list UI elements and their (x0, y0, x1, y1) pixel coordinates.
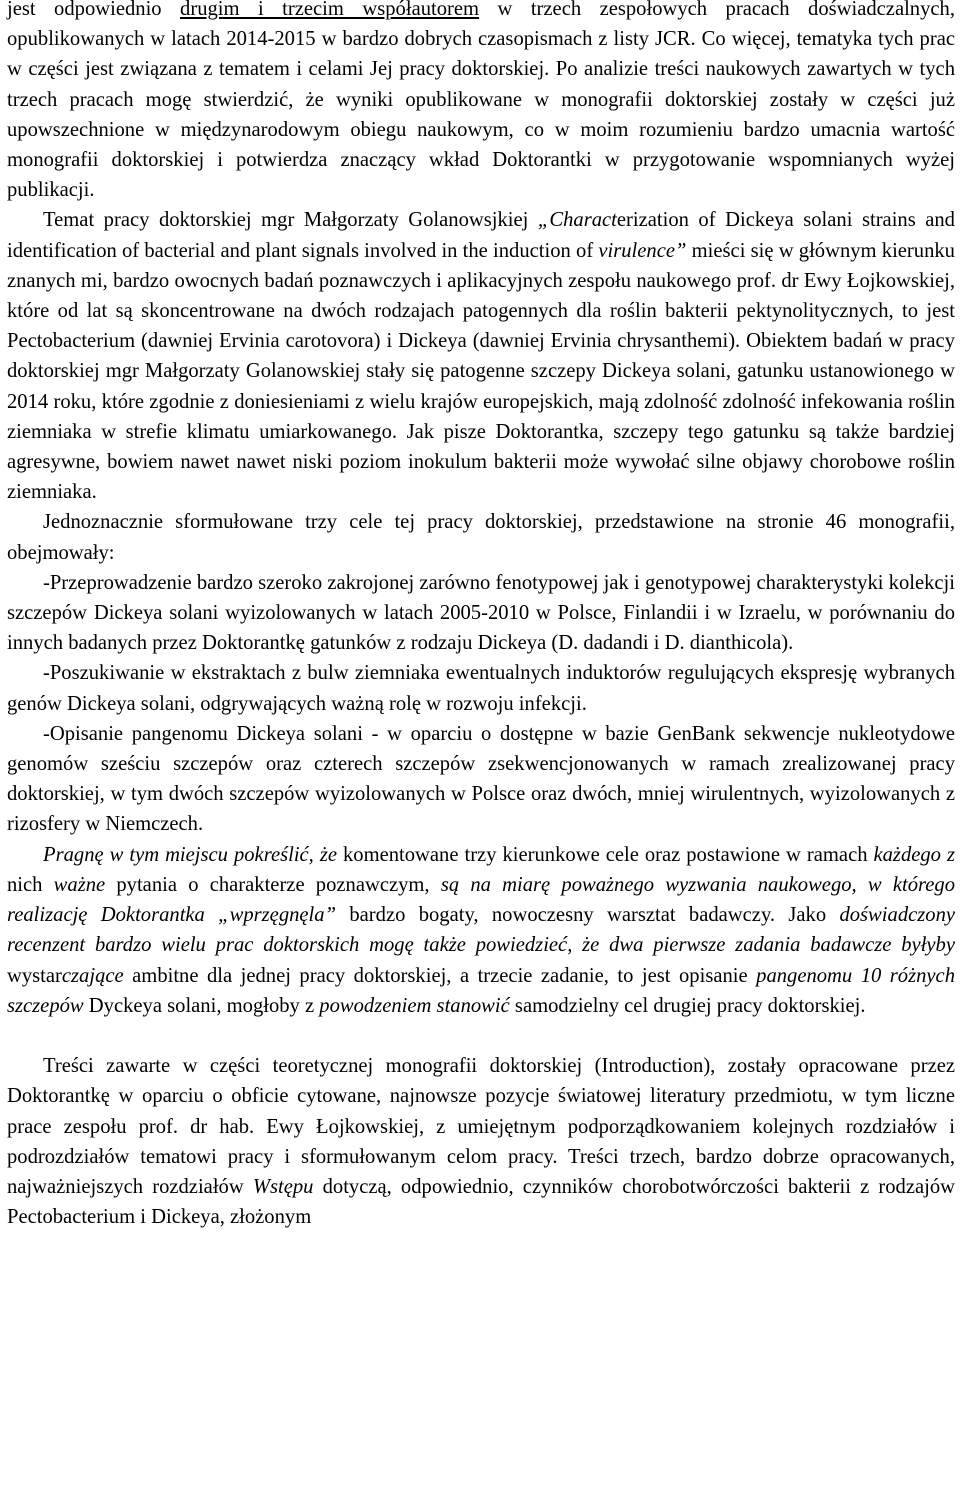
paragraph-assessment (7, 840, 955, 1021)
text-segment: samodzielny cel drugiej pracy doktorskiej. (509, 994, 866, 1017)
text-segment: wystar (7, 964, 62, 987)
text-segment: nich (7, 873, 54, 896)
paragraph-thesis-topic (7, 205, 955, 507)
text-segment: Temat pracy doktorskiej mgr Małgorzaty Golanowsjkiej (43, 209, 538, 232)
italic-text: „Charact (537, 209, 617, 232)
text-segment: ambitne dla jednej pracy doktorskiej, a trzecie zadanie, to jest opisanie (123, 964, 757, 987)
italic-text: Pragnę w tym miejscu pokreślić, że (43, 843, 337, 866)
underlined-text: drugim i trzecim współautorem (180, 0, 480, 20)
text-segment: pytania o charakterze poznawczym, (105, 873, 441, 896)
text-segment: Dyckeya solani, mogłoby z (83, 994, 320, 1017)
italic-text: czające (61, 964, 124, 987)
paragraph-publications (7, 0, 955, 205)
blank-line (7, 1021, 955, 1051)
paragraph-objectives-intro: Jednoznacznie sformułowane trzy cele tej pracy doktorskiej, przedstawione na stronie 46 monografii, obejmowały: (7, 511, 955, 564)
italic-text: powodzeniem stanowić (319, 994, 510, 1017)
text-segment: erization of Dickeya solani strains and identification of bacterial and plant signals involved in the induction of (7, 209, 955, 262)
italic-text: są na miarę poważnego wyzwania naukowego, w którego realizację Doktorantka „wprzęgnęla” (7, 873, 955, 927)
text-segment: mieści się w głównym kierunku znanych mi, bardzo owocnych badań poznawczych i aplikacyjnych zespołu naukowego prof. dr Ewy Łojkowskiej, które od lat są skoncentrowane na dwóch rodzajach patogennych dla roślin bakterii pektynolitycznych, to jest Pectobacterium (dawniej Ervinia carotovora) i Dickeya (dawniej Ervinia chrysanthemi). Obiektem badań w pracy doktorskiej mgr Małgorzaty Golanowskiej stały się patogenne szczepy Dickeya solani, gatunku ustanowionego w 2014 roku, które zgodnie z doniesieniami z wielu krajów europejskich, mają zdolność zdolność infekowania roślin ziemniaka w strefie klimatu umiarkowanego. Jak pisze Doktorantka, szczepy tego gatunku są także bardziej agresywne, bowiem nawet nawet niski poziom inokulum bakterii może wywołać silne objawy chorobowe roślin ziemniaka. (7, 239, 955, 504)
text-segment: w trzech zespołowych pracach doświadczalnych, opublikowanych w latach 2014-2015 w bardzo dobrych czasopismach z listy JCR. Co więcej, tematyka tych prac w części jest związana z tematem i celami Jej pracy doktorskiej. Po analizie treści naukowych zawartych w tych trzech pracach mogę stwierdzić, że wyniki opublikowane w monografii doktorskiej zostały w części już upowszechnione w międzynarodowym obiegu naukowym, co w moim rozumieniu bardzo umacnia wartość monografii doktorskiej i potwierdza znaczący wkład Doktorantki w przygotowanie wspomnianych wyżej publikacji. (7, 0, 955, 202)
italic-text: virulence” (598, 239, 687, 262)
italic-text: pangenomu 10 różnych szczepów (7, 964, 955, 1017)
italic-text: każdego z (873, 843, 955, 866)
document-page (7, 0, 955, 1232)
italic-text: Wstępu (252, 1175, 314, 1198)
paragraph-objective-1: -Przeprowadzenie bardzo szeroko zakrojonej zarówno fenotypowej jak i genotypowej charakterystyki kolekcji szczepów Dickeya solani wyizolowanych w latach 2005-2010 w Polsce, Finlandii i w Izraelu, w porównaniu do innych badanych przez Doktorantkę gatunków z rodzaju Dickeya (D. dadandi i D. dianthicola). (7, 571, 955, 655)
paragraph-theoretical-part (7, 1051, 955, 1232)
paragraph-objective-3: -Opisanie pangenomu Dickeya solani - w oparciu o dostępne w bazie GenBank sekwencje nukleotydowe genomów sześciu szczepów oraz czterech szczepów zsekwencjonowanych w ramach zrealizowanej pracy doktorskiej, w tym dwóch szczepów wyizolowanych w Polsce oraz dwóch, mniej wirulentnych, wyizolowanych z rizosfery w Niemczech. (7, 722, 955, 836)
text-segment: komentowane trzy kierunkowe cele oraz postawione w ramach (336, 843, 874, 866)
text-segment: jest odpowiednio (7, 0, 181, 20)
text-segment: Treści zawarte w części teoretycznej monografii doktorskiej (Introduction), zostały opracowane przez Doktorantkę w oparciu o obficie cytowane, najnowsze pozycje światowej literatury przedmiotu, w tym liczne prace zespołu prof. dr hab. Ewy Łojkowskiej, z umiejętnym podporządkowaniem kolejnych rozdziałów i podrozdziałów tematowi pracy i sformułowanym celom pracy. Treści trzech, bardzo dobrze opracowanych, najważniejszych rozdziałów (7, 1055, 955, 1198)
italic-text: ważne (53, 873, 106, 896)
text-segment: bardzo bogaty, nowoczesny warsztat badawczy. Jako (336, 904, 840, 927)
italic-text: doświadczony recenzent bardzo wielu prac doktorskich mogę także powiedzieć, że dwa pierwsze zadania badawcze byłyby (7, 904, 956, 957)
text-segment: dotyczą, odpowiednio, czynników chorobotwórczości bakterii z rodzajów Pectobacterium i Dickeya, złożonym (7, 1175, 955, 1229)
paragraph-objective-2: -Poszukiwanie w ekstraktach z bulw ziemniaka ewentualnych induktorów regulujących ekspresję wybranych genów Dickeya solani, odgrywających ważną rolę w rozwoju infekcji. (7, 662, 955, 715)
